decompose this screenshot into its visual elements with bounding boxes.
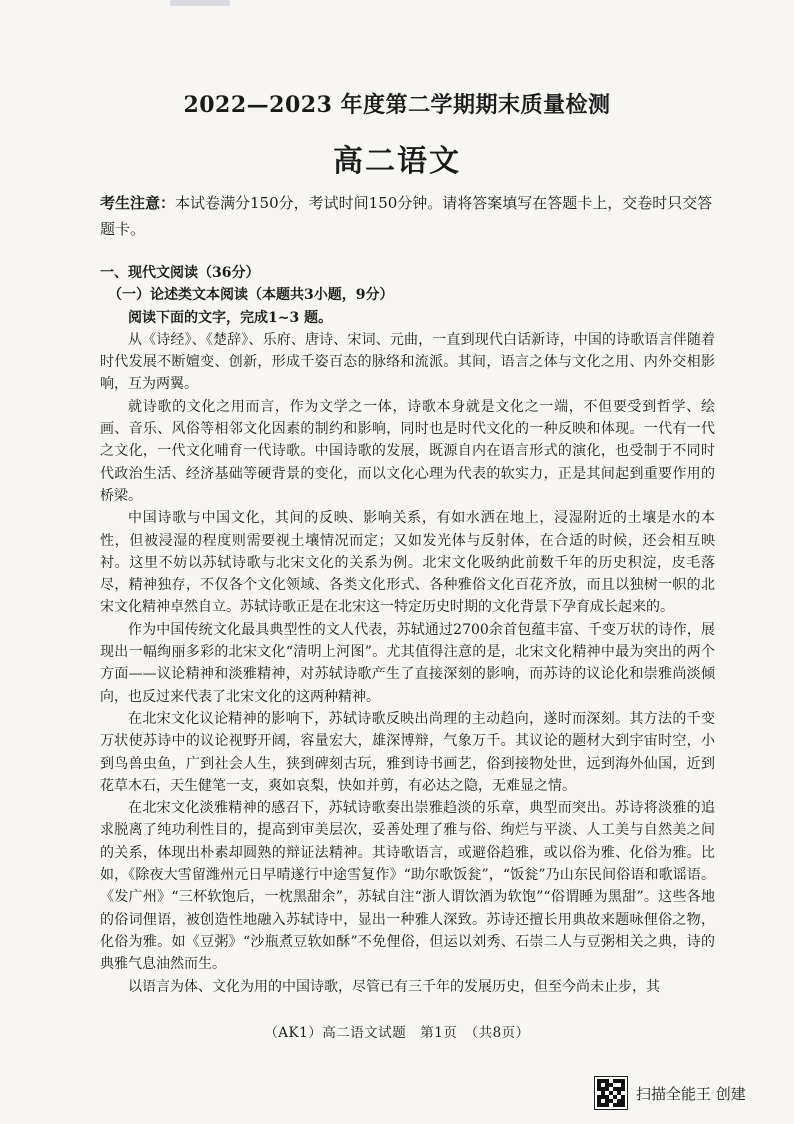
qr-code-icon [594, 1076, 628, 1110]
notice-text: 本试卷满分150分，考试时间150分钟。请将答案填写在答题卡上，交卷时只交答题卡。 [100, 194, 713, 238]
scan-smudge [170, 0, 230, 6]
passage-paragraph: 就诗歌的文化之用而言，作为文学之一体，诗歌本身就是文化之一端，不但要受到哲学、绘画、音乐、风俗等相邻文化因素的制约和影响，同时也是时代文化的一种反映和体现。一代有一代之文化，一代文化哺育一代诗歌。中国诗歌的发展，既源自内在语言形式的演化，也受制于不同时代政治生活、经济基础等硬背景的变化，而以文化心理为代表的软实力，正是其间起到重要作用的桥梁。 [100, 398, 715, 504]
exam-title: 2022—2023 年度第二学期期末质量检测 [183, 92, 611, 118]
notice-label: 考生注意： [100, 194, 176, 212]
reading-section [100, 262, 715, 998]
section-heading: 一、现代文阅读（36分） [100, 265, 260, 281]
page-footer: （AK1）高二语文试题 第1页 （共8页） [264, 1025, 530, 1041]
watermark-text: 扫描全能王 创建 [636, 1084, 746, 1103]
passage-paragraph: 在北宋文化议论精神的影响下，苏轼诗歌反映出尚理的主动趋向，遂时而深刻。其方法的千变万状使苏诗中的议论视野开阔，容量宏大，雄深博辩，气象万千。其议论的题材大到宇宙时空，小到鸟兽虫鱼，广到社会人生，狭到碑刻古玩，雅到诗书画艺，俗到接物处世，远到海外仙国，近到花草木石，天生健笔一支，爽如哀梨，快如并剪，有必达之隐，无难显之情。 [100, 710, 715, 794]
passage-paragraph: 在北宋文化淡雅精神的感召下，苏轼诗歌奏出崇雅趋淡的乐章，典型而突出。苏诗将淡雅的追求脱离了纯功利性目的，提高到审美层次，妥善处理了雅与俗、绚烂与平淡、人工美与自然美之间的关系，体现出朴素却圆熟的辩证法精神。其诗歌语言，或避俗趋雅，或以俗为雅、化俗为雅。比如，《除夜大雪留潍州元日早晴遂行中途雪复作》“助尔歌饭瓮”，“饭瓮”乃山东民间俗语和歌谣语。《发广州》“三杯软饱后，一枕黑甜余”，苏轼自注“浙人谓饮酒为软饱”“俗谓睡为黑甜”。这些各地的俗词俚语，被创造性地融入苏轼诗中，显出一种雅人深致。苏诗还擅长用典故来题咏俚俗之物，化俗为雅。如《豆粥》“沙瓶煮豆软如酥”不免俚俗，但运以刘秀、石崇二人与豆粥相关之典，诗的典雅气息油然而生。 [100, 800, 715, 973]
sub-section-heading: （一）论述类文本阅读（本题共3小题，9分） [108, 287, 394, 304]
passage-paragraph: 以语言为体、文化为用的中国诗歌，尽管已有三千年的发展历史，但至今尚未止步，其 [128, 978, 660, 995]
reading-instruction: 阅读下面的文字，完成1~3 题。 [128, 309, 333, 326]
passage-paragraph: 从《诗经》、《楚辞》、乐府、唐诗、宋词、元曲，一直到现代白话新诗，中国的诗歌语言伴随着时代发展不断嬗变、创新，形成千姿百态的脉络和流派。其间，语言之体与文化之用、内外交相影响，互为两翼。 [100, 331, 715, 393]
passage-paragraph: 中国诗歌与中国文化，其间的反映、影响关系，有如水洒在地上，浸湿附近的土壤是水的本性，但被浸湿的程度则需要视土壤情况而定；又如发光体与反射体，在合适的时候，还会相互映衬。这里不妨以苏轼诗歌与北宋文化的关系为例。北宋文化吸纳此前数千年的历史积淀，皮毛落尽，精神独存，不仅各个文化领域、各类文化形式、各种雅俗文化百花齐放，而且以独树一帜的北宋文化精神卓然自立。苏轼诗歌正是在北宋这一特定历史时期的文化背景下孕育成长起来的。 [100, 510, 715, 616]
scanner-watermark [594, 1075, 746, 1111]
subject-title: 高二语文 [333, 144, 461, 179]
candidate-notice [100, 190, 715, 242]
passage-paragraph: 作为中国传统文化最具典型性的文人代表，苏轼通过2700余首包蕴丰富、千变万状的诗作，展现出一幅绚丽多彩的北宋文化“清明上河图”。尤其值得注意的是，北宋文化精神中最为突出的两个方面——议论精神和淡雅精神，对苏轼诗歌产生了直接深刻的影响，而苏诗的议论化和崇雅尚淡倾向，也反过来代表了北宋文化的这两种精神。 [100, 621, 715, 705]
